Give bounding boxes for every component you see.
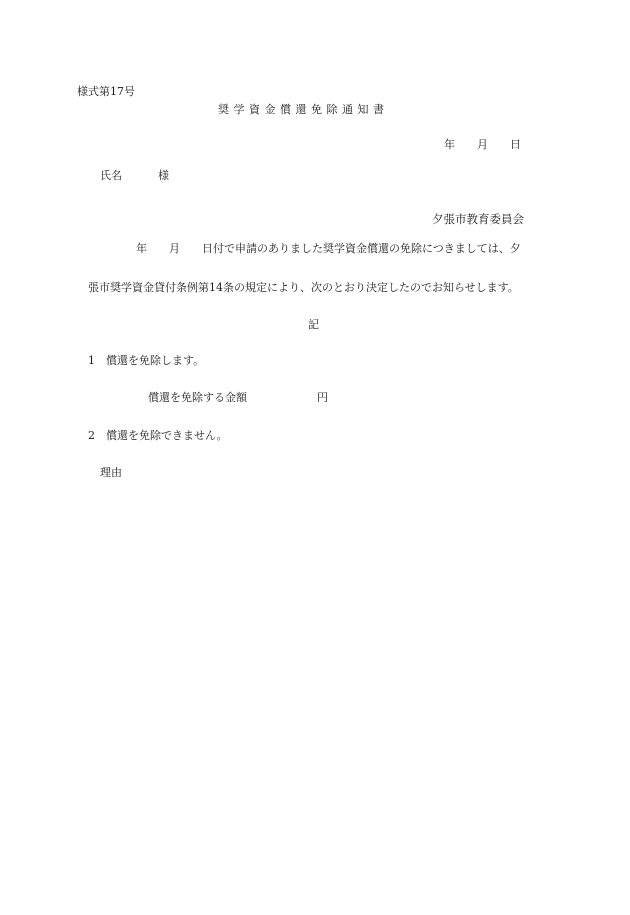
issuer-name: 夕張市教育委員会: [432, 212, 524, 226]
recipient-line: [100, 169, 169, 183]
item-text: 償還を免除できません。: [106, 429, 228, 442]
exempt-amount-line: [148, 391, 328, 405]
recipient-honorific: 様: [158, 169, 169, 182]
item-exempt: [88, 354, 204, 368]
item-text: 償還を免除します。: [106, 354, 205, 367]
reason-label: 理由: [100, 466, 122, 479]
date-day-label: 日: [510, 138, 521, 151]
body-year-label: 年: [136, 242, 147, 255]
document-title: 奨 学 資 金 償 還 免 除 通 知 書: [218, 103, 385, 116]
item-number: 1: [88, 354, 95, 367]
body-month-label: 月: [169, 242, 180, 255]
date-line: [444, 138, 521, 152]
date-month-label: 月: [477, 138, 488, 151]
recipient-name-label: 氏名: [100, 169, 122, 182]
body-line1-text: 日付で申請のありました奨学資金償還の免除につきましては、夕: [202, 242, 521, 255]
form-number: 様式第17号: [77, 85, 135, 98]
body-paragraph-line-1: [136, 242, 521, 256]
exempt-amount-unit: 円: [317, 391, 328, 404]
date-year-label: 年: [444, 138, 455, 151]
item-number: 2: [88, 429, 95, 442]
item-not-exempt: [88, 429, 228, 443]
exempt-amount-label: 償還を免除する金額: [148, 391, 247, 404]
ki-marker: 記: [308, 318, 319, 331]
body-paragraph-line-2: 張市奨学資金貸付条例第14条の規定により、次のとおり決定したのでお知らせします。: [88, 281, 519, 294]
